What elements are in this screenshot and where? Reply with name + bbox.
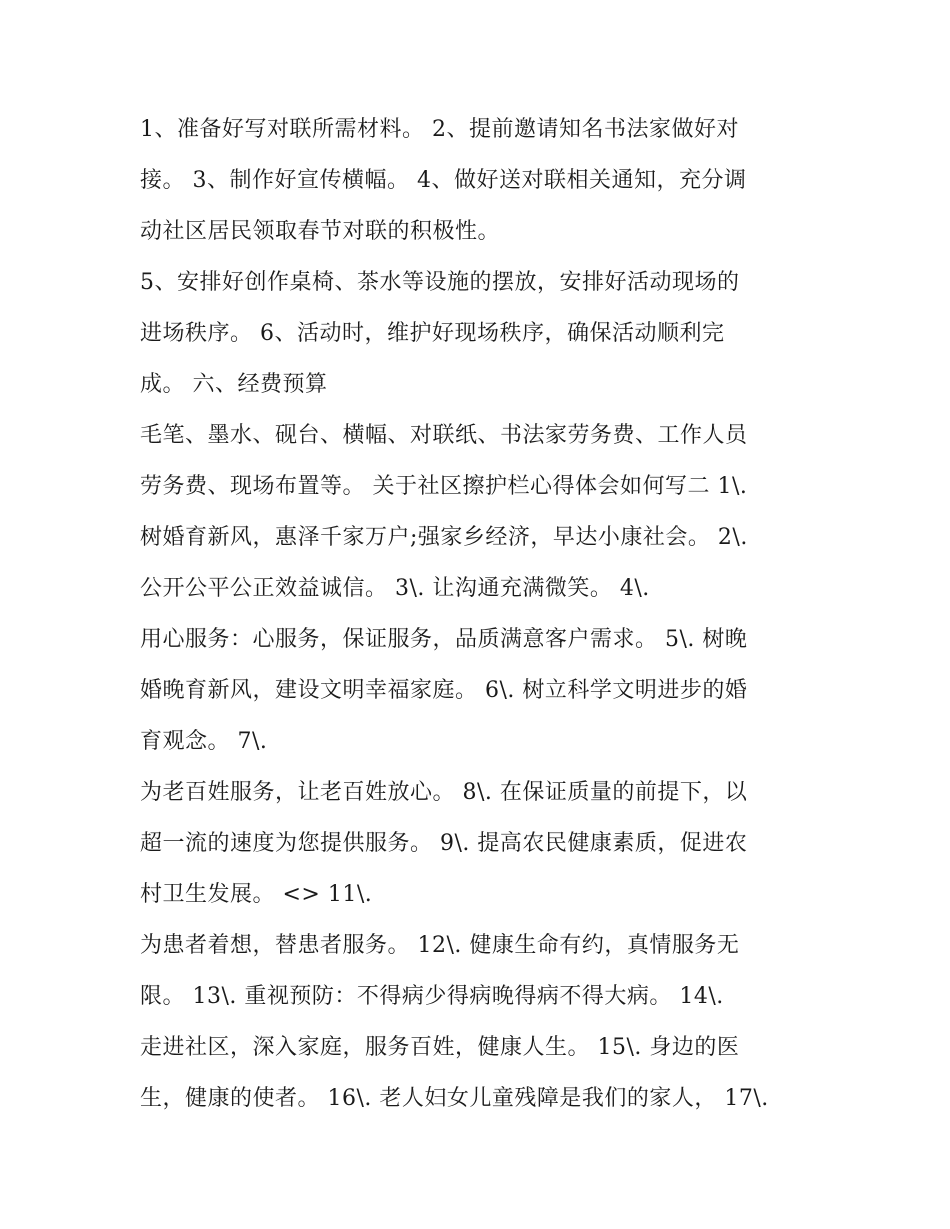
text-line: 进场秩序。 6、活动时，维护好现场秩序，确保活动顺利完 [140, 321, 725, 346]
text-line: 成。 六、经费预算 [140, 372, 328, 397]
text-line: 婚晚育新风，建设文明幸福家庭。 6\. 树立科学文明进步的婚 [140, 678, 748, 703]
text-line: 超一流的速度为您提供服务。 9\. 提高农民健康素质，促进农 [140, 831, 748, 856]
text-line: 毛笔、墨水、砚台、横幅、对联纸、书法家劳务费、工作人员 [140, 423, 748, 448]
text-line: 接。 3、制作好宣传横幅。 4、做好送对联相关通知，充分调 [140, 168, 747, 193]
text-line: 生，健康的使者。 16\. 老人妇女儿童残障是我们的家人， 17\. [140, 1086, 769, 1111]
text-line: 树婚育新风，惠泽千家万户;强家乡经济，早达小康社会。 2\. [140, 525, 748, 550]
text-line: 5、安排好创作桌椅、茶水等设施的摆放，安排好活动现场的 [140, 270, 740, 295]
text-line: 为老百姓服务，让老百姓放心。 8\. 在保证质量的前提下，以 [140, 780, 748, 805]
text-line: 劳务费、现场布置等。 关于社区擦护栏心得体会如何写二 1\. [140, 474, 748, 499]
text-line: 限。 13\. 重视预防：不得病少得病晚得病不得大病。 14\. [140, 984, 724, 1009]
text-line: 走进社区，深入家庭，服务百姓，健康人生。 15\. 身边的医 [140, 1035, 740, 1060]
text-line: 动社区居民领取春节对联的积极性。 [140, 219, 501, 244]
text-line: 为患者着想，替患者服务。 12\. 健康生命有约，真情服务无 [140, 933, 740, 958]
text-line: 育观念。 7\. [140, 729, 268, 754]
text-line: 1、准备好写对联所需材料。 2、提前邀请知名书法家做好对 [140, 117, 739, 142]
text-line: 村卫生发展。 <> 11\. [140, 882, 373, 907]
text-line: 用心服务：心服务，保证服务，品质满意客户需求。 5\. 树晚 [140, 627, 748, 652]
text-line: 公开公平公正效益诚信。 3\. 让沟通充满微笑。 4\. [140, 576, 650, 601]
